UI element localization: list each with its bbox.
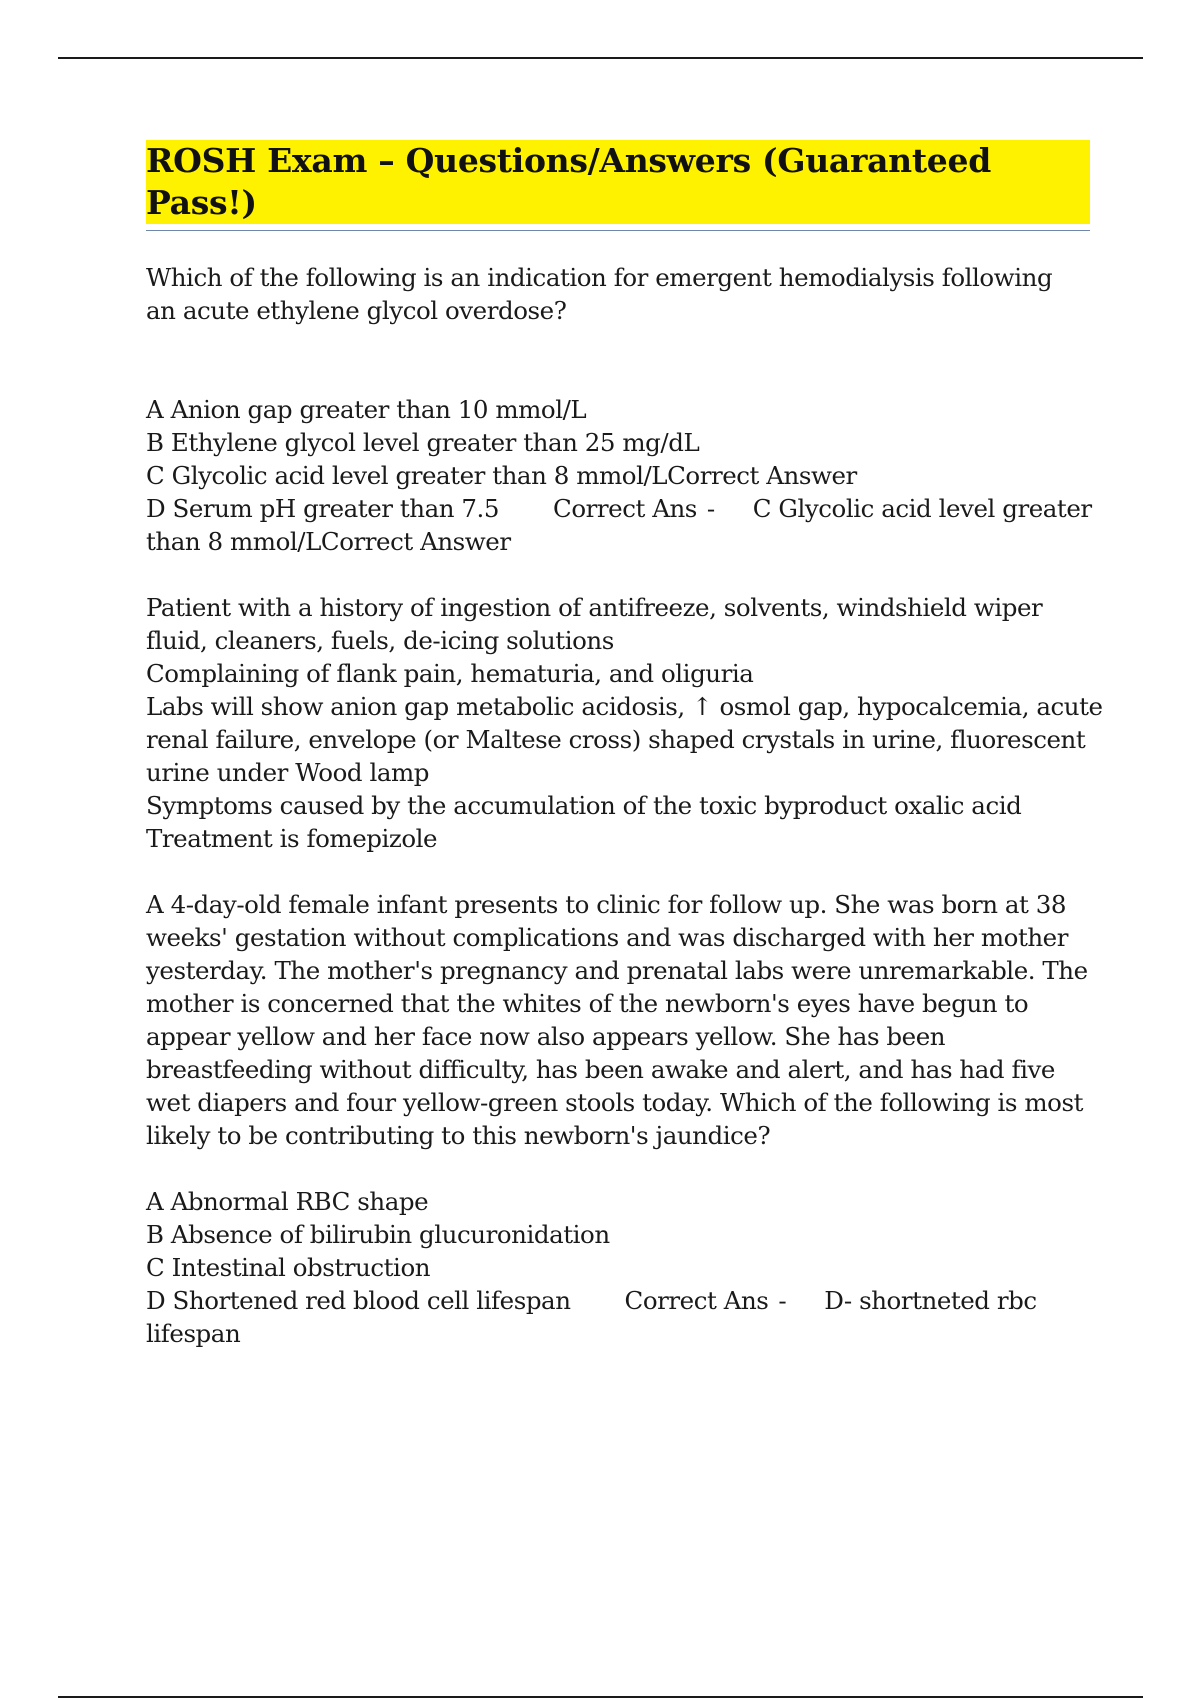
question-2-dash: - [778, 1286, 787, 1315]
question-2-stem-line: breastfeeding without difficulty, has been awake and alert, and has had five [146, 1055, 1055, 1084]
explanation-1-line: renal failure, envelope (or Maltese cross) shaped crystals in urine, fluorescent [146, 725, 1086, 754]
question-2-option-a: A Abnormal RBC shape [146, 1187, 429, 1216]
explanation-1-line: urine under Wood lamp [146, 758, 430, 787]
question-2-answer-continued: lifespan [146, 1319, 241, 1348]
title-block [146, 140, 1090, 231]
question-2 [146, 888, 1090, 1350]
explanation-1-line: Patient with a history of ingestion of antifreeze, solvents, windshield wiper [146, 593, 1043, 622]
question-2-option-b: B Absence of bilirubin glucuronidation [146, 1220, 610, 1249]
question-2-option-d: D Shortened red blood cell lifespan [146, 1286, 571, 1315]
question-1-dash: - [706, 494, 715, 523]
explanation-1-line: fluid, cleaners, fuels, de-icing solutions [146, 626, 614, 655]
question-2-stem-line: mother is concerned that the whites of the newborn's eyes have begun to [146, 989, 1029, 1018]
question-1-stem-line: an acute ethylene glycol overdose? [146, 296, 567, 325]
question-1-option-d: D Serum pH greater than 7.5 [146, 494, 500, 523]
question-2-stem-line: weeks' gestation without complications and was discharged with her mother [146, 923, 1068, 952]
question-2-option-c: C Intestinal obstruction [146, 1253, 431, 1282]
question-1-stem-line: Which of the following is an indication for emergent hemodialysis following [146, 263, 1053, 292]
question-2-stem-line: yesterday. The mother's pregnancy and prenatal labs were unremarkable. The [146, 956, 1088, 985]
document-body [146, 140, 1103, 1350]
question-1-option-d-row [146, 492, 1090, 525]
footer-rule [58, 1696, 1143, 1698]
page-title: ROSH Exam – Questions/Answers (Guaranteed Pass!) [146, 140, 1090, 224]
question-1-correct-label: Correct Ans [553, 494, 697, 523]
question-2-stem-line: wet diapers and four yellow-green stools today. Which of the following is most [146, 1088, 1083, 1117]
question-1-option-a: A Anion gap greater than 10 mmol/L [146, 395, 587, 424]
question-2-stem-line: A 4-day-old female infant presents to clinic for follow up. She was born at 38 [146, 890, 1067, 919]
question-2-answer: D- shortneted rbc [824, 1286, 1037, 1315]
question-2-stem-line: appear yellow and her face now also appears yellow. She has been [146, 1022, 946, 1051]
question-1 [146, 261, 1090, 558]
question-2-stem-line: likely to be contributing to this newborn's jaundice? [146, 1121, 771, 1150]
question-2-correct-label: Correct Ans [624, 1286, 769, 1315]
question-2-option-d-row [146, 1284, 1090, 1317]
question-1-answer: C Glycolic acid level greater [752, 494, 1092, 523]
question-1-option-b: B Ethylene glycol level greater than 25 mg/dL [146, 428, 700, 457]
explanation-1-line: Labs will show anion gap metabolic acidosis, ↑ osmol gap, hypocalcemia, acute [146, 692, 1103, 721]
explanation-1-line: Symptoms caused by the accumulation of the toxic byproduct oxalic acid [146, 791, 1022, 820]
explanation-1-line: Treatment is fomepizole [146, 824, 438, 853]
explanation-1-line: Complaining of flank pain, hematuria, and oliguria [146, 659, 754, 688]
header-rule [58, 57, 1143, 59]
explanation-1 [146, 591, 1103, 855]
question-1-option-c: C Glycolic acid level greater than 8 mmol/LCorrect Answer [146, 461, 857, 490]
question-1-answer-continued: than 8 mmol/LCorrect Answer [146, 527, 511, 556]
